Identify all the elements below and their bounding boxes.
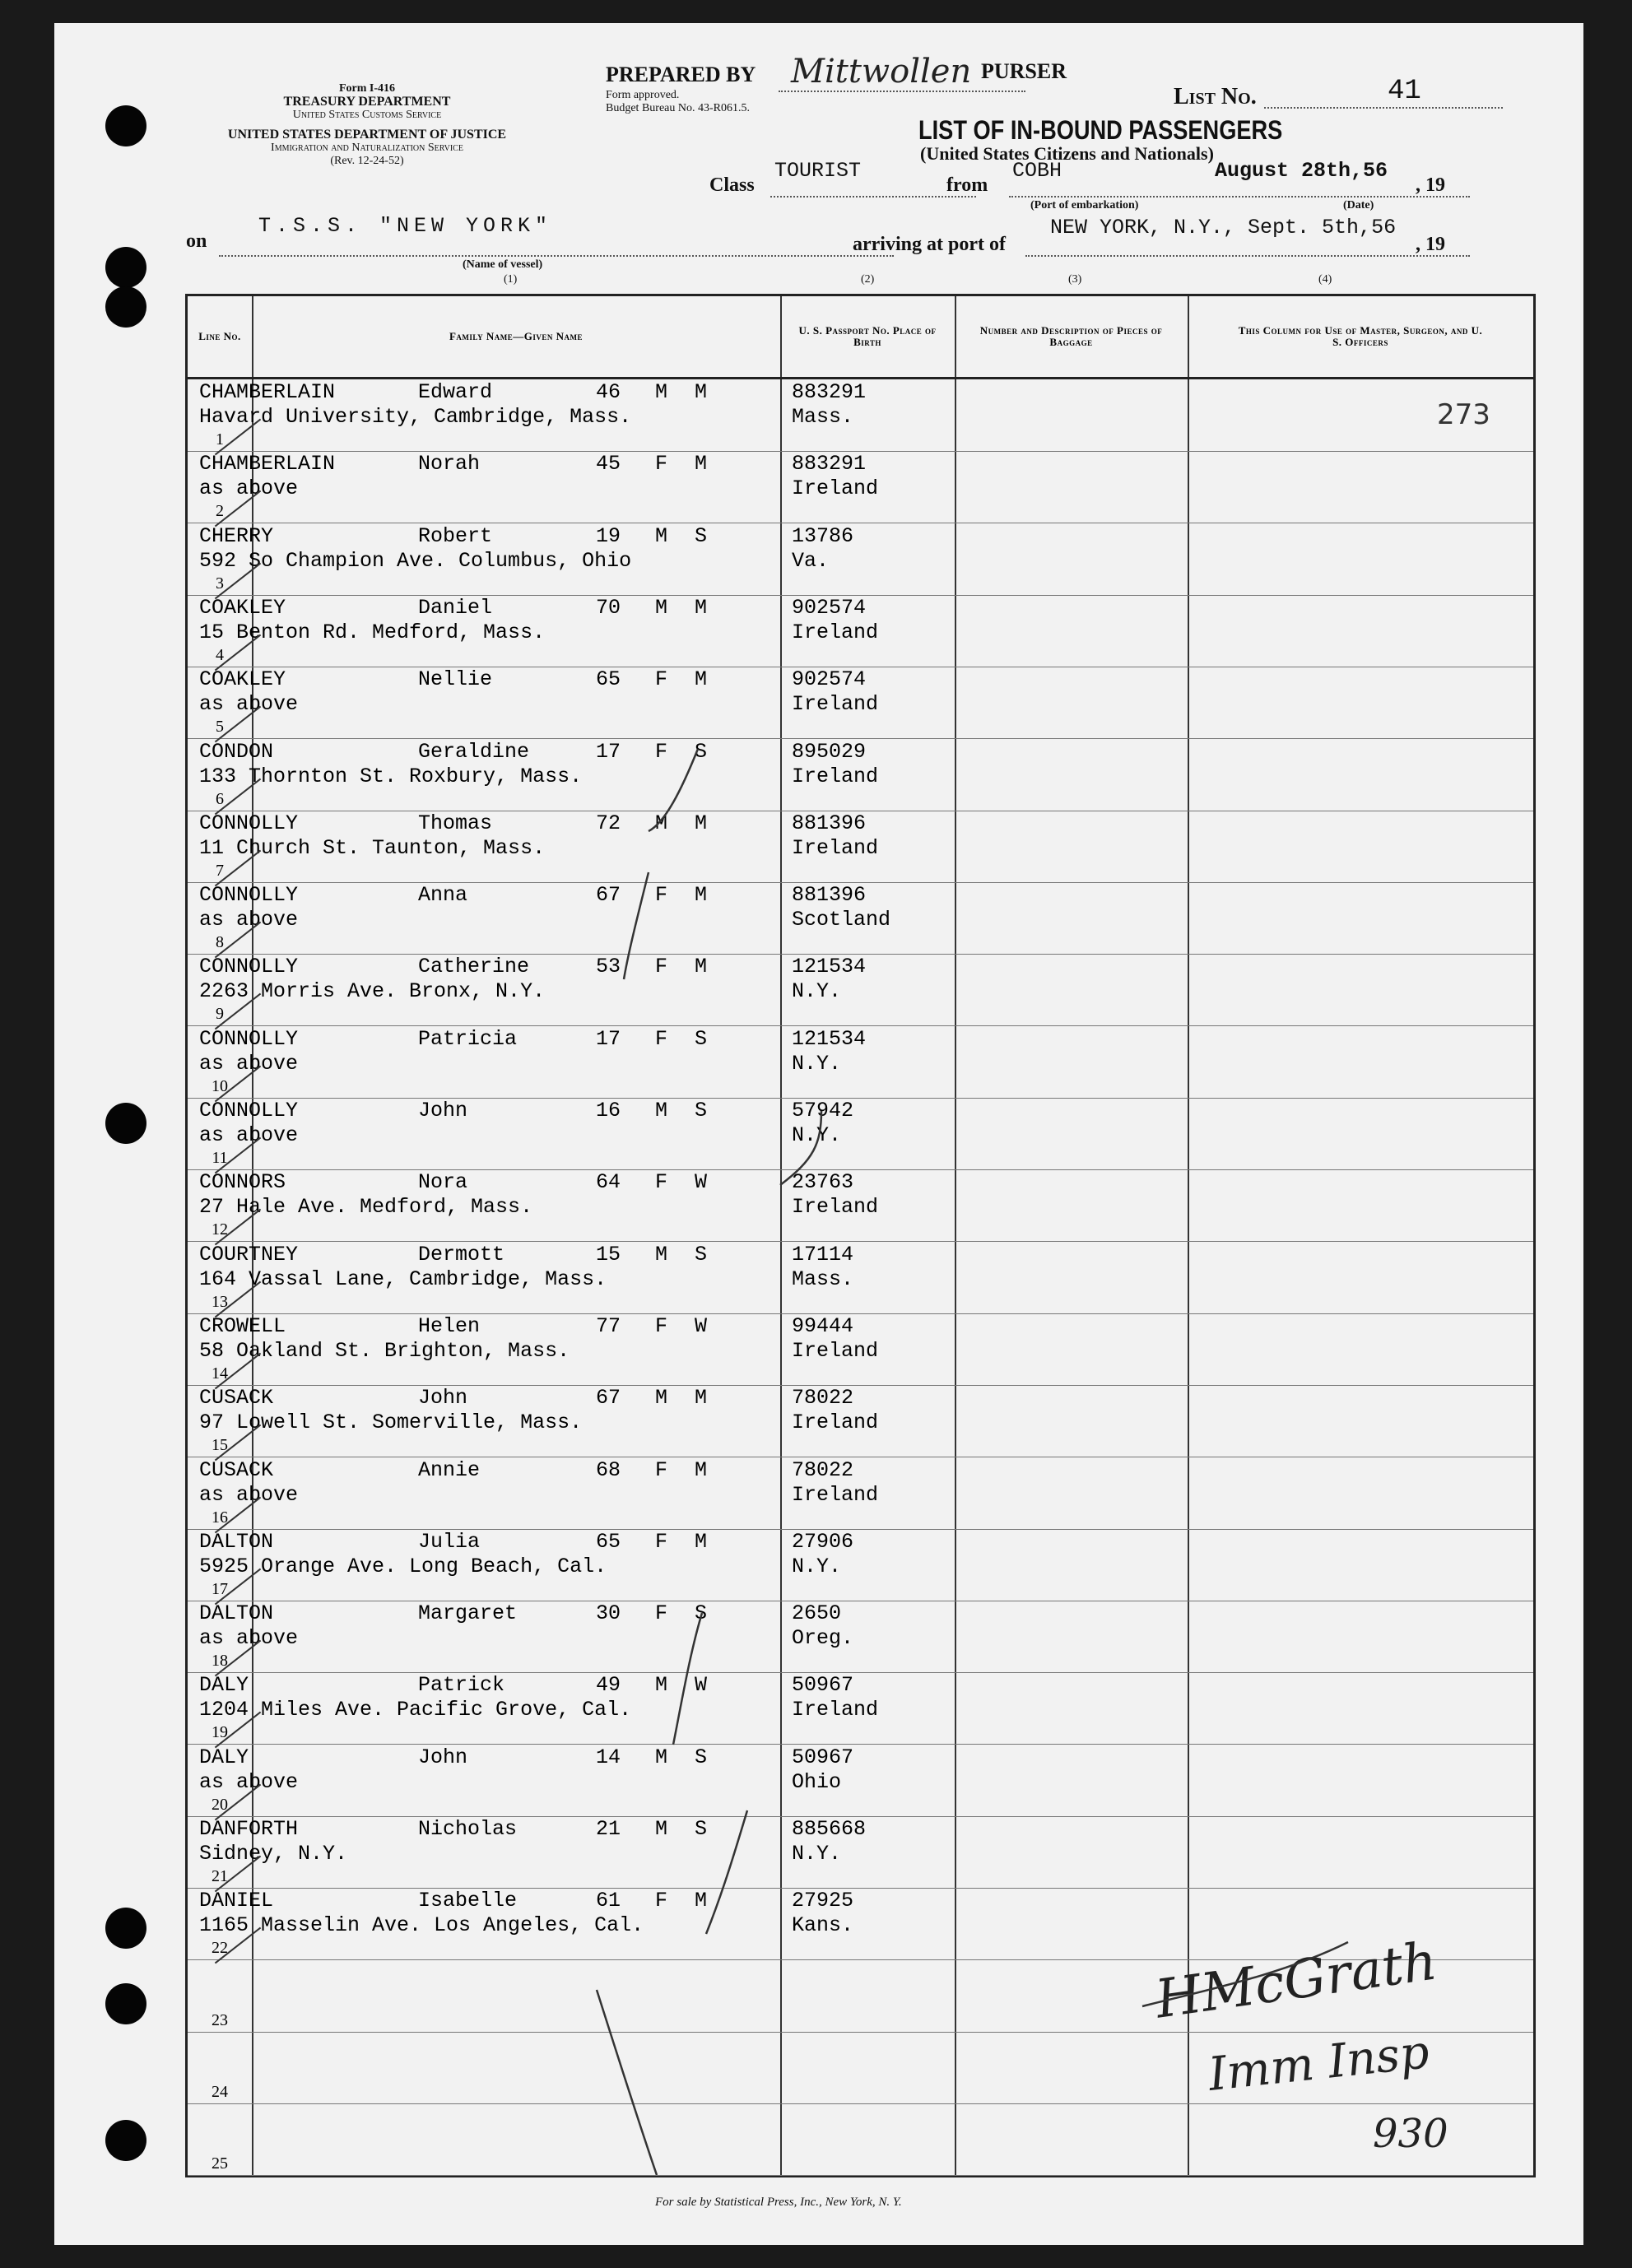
row-line-no: 16 [212,1508,228,1527]
row-line-no: 21 [212,1867,228,1885]
place-of-birth: Oreg. [792,1626,854,1651]
family-name: CHAMBERLAIN [199,380,336,404]
family-name: CUSACK [199,1457,274,1482]
age: 21 [596,1817,621,1841]
row-line-no: 25 [212,2154,228,2173]
given-name: Edward [418,380,493,404]
place-of-birth: Mass. [792,1266,854,1291]
given-name: Robert [418,523,493,548]
given-name: Nora [418,1170,468,1195]
punch-hole [105,1908,146,1949]
punch-hole [105,286,146,328]
ins-service: Immigration and Naturalization Service [271,142,463,154]
given-name: Patricia [418,1026,518,1051]
address: as above [199,908,299,932]
vessel-name: T.S.S. "NEW YORK" [258,214,553,238]
age: 61 [596,1889,621,1913]
date-caption: (Date) [1343,199,1374,211]
address: 58 Oakland St. Brighton, Mass. [199,1338,570,1363]
given-name: Nellie [418,667,493,692]
passport-number: 885668 [792,1817,867,1841]
budget-bureau: Budget Bureau No. 43-R061.5. [606,102,750,114]
age: 53 [596,955,621,979]
family-name: CUSACK [199,1386,274,1411]
given-name: Geraldine [418,739,530,764]
passport-number: 17114 [792,1242,854,1266]
from-port: COBH [1012,159,1062,183]
place-of-birth: Ireland [792,1338,879,1363]
given-name: Isabelle [418,1889,518,1913]
age: 46 [596,380,621,404]
row-line-no: 10 [212,1076,228,1095]
sex: M [655,1817,668,1841]
place-of-birth: Ireland [792,620,879,644]
class-label: Class [709,174,755,196]
sex: F [655,1601,668,1626]
treasury-dept: TREASURY DEPARTMENT [283,95,451,109]
header-passport: U. S. Passport No. Place of Birth [798,324,937,348]
marital-status: S [695,1026,708,1051]
officer-annotation: 273 [1437,398,1490,431]
row-line-no: 23 [212,2010,228,2029]
sex: F [655,1457,668,1482]
row-line-no: 2 [216,502,224,521]
marital-status: M [695,452,708,476]
row-line-no: 3 [216,574,224,593]
place-of-birth: N.Y. [792,1842,842,1866]
place-of-birth: Ireland [792,1195,879,1220]
place-of-birth: N.Y. [792,1554,842,1578]
row-line-no: 4 [216,645,224,664]
col-num-2: (2) [861,273,875,286]
col-num-4: (4) [1318,273,1332,286]
given-name: Daniel [418,595,493,620]
row-line-no: 17 [212,1579,228,1598]
marital-status: S [695,1099,708,1122]
passport-number: 883291 [792,452,867,476]
list-title: LIST OF IN-BOUND PASSENGERS [918,115,1283,145]
age: 16 [596,1099,621,1122]
passport-number: 13786 [792,523,854,548]
marital-status: M [695,667,708,692]
sex: F [655,1889,668,1913]
given-name: Norah [418,452,481,476]
sex: F [655,739,668,764]
passport-number: 78022 [792,1457,854,1482]
family-name: DANIEL [199,1889,274,1913]
family-name: COAKLEY [199,595,286,620]
passport-number: 78022 [792,1386,854,1411]
marital-status: S [695,523,708,548]
family-name: CONNOLLY [199,1026,299,1051]
form-number: Form I-416 [338,82,396,95]
address: 2263 Morris Ave. Bronx, N.Y. [199,979,546,1004]
list-subtitle: (United States Citizens and Nationals) [920,143,1214,164]
family-name: DALTON [199,1601,274,1626]
family-name: COURTNEY [199,1242,299,1266]
address: 592 So Champion Ave. Columbus, Ohio [199,548,632,573]
family-name: CONNOLLY [199,883,299,908]
marital-status: S [695,1242,708,1266]
arrival-port: NEW YORK, N.Y., Sept. 5th,56 [1050,216,1397,239]
punch-hole [105,247,146,288]
address: as above [199,1123,299,1147]
row-line-no: 8 [216,933,224,952]
arriving-label: arriving at port of [853,234,1006,255]
address: 27 Hale Ave. Medford, Mass. [199,1195,533,1220]
passport-number: 121534 [792,955,867,979]
passport-number: 50967 [792,1673,854,1698]
passport-number: 2650 [792,1601,842,1626]
port-embark-caption: (Port of embarkation) [1030,199,1139,211]
address: as above [199,1482,299,1507]
family-name: CONNOLLY [199,811,299,835]
address: as above [199,476,299,501]
year-label-1: , 19 [1416,174,1445,196]
from-date: August 28th,56 [1215,159,1388,183]
marital-status: S [695,1601,708,1626]
sex: M [655,523,668,548]
punch-hole [105,105,146,146]
address: 97 Lowell St. Somerville, Mass. [199,1411,583,1435]
sex: M [655,380,668,404]
passport-number: 27906 [792,1529,854,1554]
given-name: Julia [418,1529,481,1554]
address: as above [199,1626,299,1651]
row-line-no: 20 [212,1795,228,1814]
age: 30 [596,1601,621,1626]
age: 72 [596,811,621,835]
punch-hole [105,1103,146,1144]
marital-status: W [695,1313,708,1338]
address: Havard University, Cambridge, Mass. [199,405,632,429]
row-line-no: 15 [212,1436,228,1455]
row-line-no: 11 [212,1149,228,1167]
sex: M [655,1242,668,1266]
sex: F [655,1529,668,1554]
purser-label: PURSER [981,59,1067,83]
sex: F [655,883,668,908]
age: 77 [596,1313,621,1338]
marital-status: M [695,595,708,620]
place-of-birth: Ireland [792,835,879,860]
inspector-signature: HMcGrath [1151,1931,1441,2031]
given-name: Patrick [418,1673,505,1698]
row-line-no: 12 [212,1220,228,1239]
given-name: Anna [418,883,468,908]
passport-number: 902574 [792,595,867,620]
marital-status: M [695,1529,708,1554]
given-name: Margaret [418,1601,518,1626]
sex: M [655,595,668,620]
marital-status: W [695,1673,708,1698]
given-name: Nicholas [418,1817,518,1841]
address: 164 Vassal Lane, Cambridge, Mass. [199,1266,607,1291]
row-line-no: 19 [212,1723,228,1742]
address: as above [199,1051,299,1076]
passport-number: 895029 [792,739,867,764]
punch-hole [105,1983,146,2024]
passport-number: 50967 [792,1745,854,1769]
age: 68 [596,1457,621,1482]
row-line-no: 6 [216,789,224,808]
sex: F [655,1170,668,1195]
place-of-birth: Va. [792,548,830,573]
place-of-birth: Ireland [792,1482,879,1507]
age: 45 [596,452,621,476]
marital-status: M [695,1457,708,1482]
class-value: TOURIST [774,159,862,183]
address: 5925 Orange Ave. Long Beach, Cal. [199,1554,607,1578]
place-of-birth: N.Y. [792,979,842,1004]
given-name: Helen [418,1313,481,1338]
passport-number: 881396 [792,883,867,908]
sex: F [655,1026,668,1051]
age: 19 [596,523,621,548]
passport-number: 23763 [792,1170,854,1195]
col-num-3: (3) [1068,273,1082,286]
sex: M [655,1745,668,1769]
prepared-by-label: PREPARED BY [606,63,756,86]
passport-number: 881396 [792,811,867,835]
justice-dept: UNITED STATES DEPARTMENT OF JUSTICE [227,128,507,142]
address: 15 Benton Rd. Medford, Mass. [199,620,546,644]
customs-service: United States Customs Service [292,109,442,121]
passenger-table [185,294,1536,2177]
address: 133 Thornton St. Roxbury, Mass. [199,764,583,788]
family-name: CONNORS [199,1170,286,1195]
marital-status: M [695,1386,708,1411]
row-line-no: 5 [216,718,224,737]
family-name: CONDON [199,739,274,764]
age: 65 [596,667,621,692]
given-name: Annie [418,1457,481,1482]
age: 17 [596,1026,621,1051]
address: 1204 Miles Ave. Pacific Grove, Cal. [199,1698,632,1722]
place-of-birth: Ireland [792,764,879,788]
inspection-time: 930 [1373,2111,1448,2157]
family-name: CHAMBERLAIN [199,452,336,476]
sex: M [655,1386,668,1411]
sex: F [655,667,668,692]
age: 49 [596,1673,621,1698]
form-approved: Form approved. [606,89,680,101]
age: 70 [596,595,621,620]
address: 11 Church St. Taunton, Mass. [199,835,546,860]
family-name: COAKLEY [199,667,286,692]
family-name: CONNOLLY [199,955,299,979]
age: 64 [596,1170,621,1195]
passport-number: 99444 [792,1313,854,1338]
vessel-caption: (Name of vessel) [463,258,543,271]
address: 1165 Masselin Ave. Los Angeles, Cal. [199,1913,644,1938]
punch-hole [105,2120,146,2161]
marital-status: M [695,883,708,908]
prepared-by-signature: Mittwollen [791,53,972,91]
list-no-value: 41 [1388,76,1421,107]
given-name: John [418,1386,468,1411]
age: 14 [596,1745,621,1769]
header-line-no: Line No. [198,330,241,342]
place-of-birth: Kans. [792,1913,854,1938]
given-name: John [418,1099,468,1122]
place-of-birth: Ireland [792,1698,879,1722]
marital-status: M [695,955,708,979]
family-name: DANFORTH [199,1817,299,1841]
year-label-2: , 19 [1416,234,1445,255]
marital-status: M [695,380,708,404]
place-of-birth: Ireland [792,1411,879,1435]
family-name: DALY [199,1745,249,1769]
marital-status: S [695,1745,708,1769]
family-name: DALY [199,1673,249,1698]
marital-status: S [695,1817,708,1841]
footer-printer: For sale by Statistical Press, Inc., New York, N. Y. [655,2196,902,2209]
passport-number: 902574 [792,667,867,692]
inspector-title: Imm Insp [1206,2025,1432,2102]
marital-status: M [695,811,708,835]
sex: M [655,1673,668,1698]
family-name: CONNOLLY [199,1099,299,1122]
passport-number: 27925 [792,1889,854,1913]
given-name: Dermott [418,1242,505,1266]
passport-number: 57942 [792,1099,854,1122]
sex: M [655,1099,668,1122]
row-line-no: 1 [216,430,224,448]
row-line-no: 22 [212,1939,228,1958]
row-line-no: 24 [212,2082,228,2101]
sex: F [655,955,668,979]
place-of-birth: N.Y. [792,1123,842,1147]
list-no-label: List No. [1174,84,1257,109]
sex: M [655,811,668,835]
row-line-no: 14 [212,1364,228,1383]
on-label: on [186,230,207,252]
row-line-no: 9 [216,1005,224,1024]
header-name: Family Name—Given Name [449,330,583,342]
header-baggage: Number and Description of Pieces of Baggage [979,324,1163,348]
pen-check-marks [188,296,1533,2175]
given-name: Catherine [418,955,530,979]
given-name: Thomas [418,811,493,835]
marital-status: M [695,1889,708,1913]
passport-number: 121534 [792,1026,867,1051]
row-line-no: 13 [212,1292,228,1311]
row-line-no: 18 [212,1652,228,1671]
address: as above [199,1769,299,1794]
header-officers: This Column for Use of Master, Surgeon, and U. S. Officers [1238,324,1483,348]
row-line-no: 7 [216,861,224,880]
age: 15 [596,1242,621,1266]
place-of-birth: Ohio [792,1769,842,1794]
from-label: from [946,174,988,196]
sex: F [655,1313,668,1338]
family-name: CROWELL [199,1313,286,1338]
place-of-birth: Ireland [792,476,879,501]
marital-status: S [695,739,708,764]
col-num-1: (1) [504,273,518,286]
given-name: John [418,1745,468,1769]
sex: F [655,452,668,476]
family-name: DALTON [199,1529,274,1554]
address: Sidney, N.Y. [199,1842,348,1866]
place-of-birth: Mass. [792,405,854,429]
address: as above [199,692,299,717]
place-of-birth: N.Y. [792,1051,842,1076]
age: 17 [596,739,621,764]
passport-number: 883291 [792,380,867,404]
place-of-birth: Ireland [792,692,879,717]
place-of-birth: Scotland [792,908,891,932]
age: 67 [596,883,621,908]
revision: (Rev. 12-24-52) [330,155,404,167]
age: 65 [596,1529,621,1554]
age: 67 [596,1386,621,1411]
marital-status: W [695,1170,708,1195]
family-name: CHERRY [199,523,274,548]
